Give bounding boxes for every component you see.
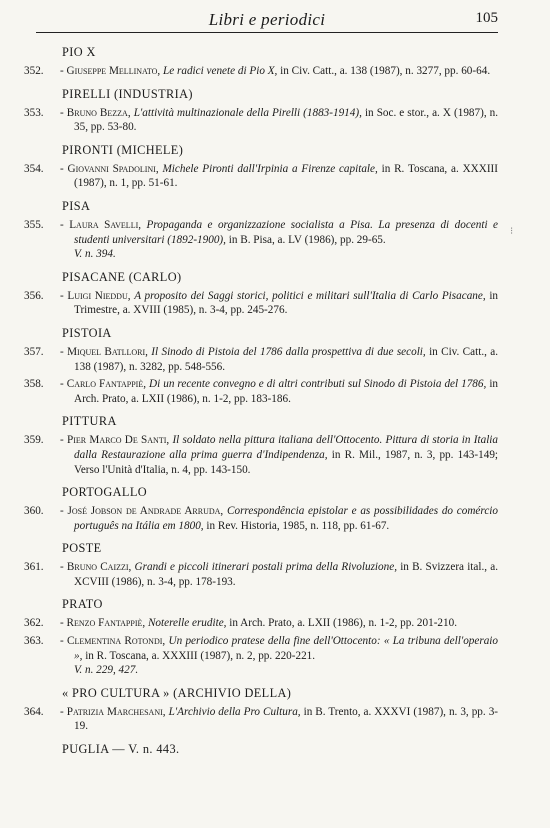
section-heading: PISTOIA [62,325,112,340]
entry-title: L'attività multinazionale della Pirelli (1883-1914), [133,106,362,119]
entry-author: Giovanni Spadolini, [67,162,159,175]
entry-number: 355. [24,218,44,231]
entry-author: Laura Savelli, [69,218,142,231]
entry-source: in Rev. Historia, 1985, n. 118, pp. 61-67. [206,519,390,532]
section-heading: PORTOGALLO [62,485,148,500]
entry-dash: - [60,561,67,574]
entry-dash: - [60,65,67,77]
entry-number: 363. [24,635,44,648]
bibliography-entry [24,289,498,318]
bibliography-entry [24,616,498,631]
entry-source: in Arch. Prato, a. LXII (1986), n. 1-2, pp. 183-186. [74,378,499,405]
bibliography-entry [24,64,498,79]
entry-source: in Civ. Catt., a. 138 (1987), n. 3282, pp. 548-556. [74,345,499,373]
entry-title: Noterelle erudite, [147,617,227,630]
entry-source: in Soc. e stor., a. X (1987), n. 35, pp. 53-80. [74,106,499,134]
bibliography-entry [24,162,498,191]
entry-dash: - [60,434,67,447]
entry-number: 357. [24,345,44,358]
page-header [36,10,498,33]
entry-title: Un periodico pratese della fine dell'Ottocento: « La tribuna dell'operaio », [74,635,499,662]
entry-number: 362. [24,617,44,630]
section-heading: POSTE [62,541,102,556]
bibliography-entry [24,634,498,678]
entry-author: Miquel Batllori, [67,345,148,358]
entry-author: Pier Marco De Santi, [67,434,170,447]
entry-author: Clementina Rotondi, [67,635,166,648]
entry-dash: - [60,505,68,518]
bibliography-entry [24,705,498,734]
bibliography-entry [24,377,498,406]
entry-title: Il soldato nella pittura italiana dell'Ottocento. Pittura di storia in Italia dalla Restaurazione alla prima guerra d'Indipendenza, [74,434,499,461]
entry-dash: - [60,289,68,302]
section-heading: PRATO [62,597,103,612]
entry-number: 361. [24,561,44,574]
section-heading: PISA [62,198,91,213]
entry-author: Giuseppe Mellinato, [66,65,161,77]
entry-dash: - [60,705,67,718]
entry-number: 354. [24,162,44,175]
entry-source: in R. Mil., 1987, n. 3, pp. 143-149; Verso l'Unità d'Italia, n. 4, pp. 143-150. [74,448,499,476]
section-heading: PIO X [62,45,96,59]
entry-title: Il Sinodo di Pistoia del 1786 dalla prospettiva di due secoli, [151,345,426,358]
entry-title: Di un recente convegno e di altri contributi sul Sinodo di Pistoia del 1786, [149,378,487,391]
entry-title: Michele Pironti dall'Irpinia a Firenze capitale, [162,162,378,175]
bibliography-entry [24,560,498,589]
entry-cross-reference: V. n. 394. [74,248,116,261]
bibliography-entry [24,504,498,533]
entry-author: Bruno Caizzi, [66,561,132,574]
entry-source: in Arch. Prato, a. LXII (1986), n. 1-2, pp. 201-210. [229,617,458,630]
entry-title: Propaganda e organizzazione socialista a Pisa. La presenza di docenti e studenti universitari (1892-1900), [74,218,499,246]
entry-source: in B. Trento, a. XXXVI (1987), n. 3, pp. 3-19. [74,705,499,733]
entry-title: L'Archivio della Pro Cultura, [168,705,301,718]
margin-mark: ⁝ [510,226,514,237]
entry-number: 364. [24,705,44,718]
entry-dash: - [60,162,68,175]
entry-source: in B. Pisa, a. LV (1986), pp. 29-65. [228,233,386,246]
page-number: 105 [475,10,498,26]
entry-author: Bruno Bezza, [66,106,131,119]
bibliography-entry [24,433,498,477]
entry-cross-reference: V. n. 229, 427. [74,664,139,677]
section-heading: PITTURA [62,414,117,429]
entry-source: in B. Svizzera ital., a. XCVIII (1986), n. 3-4, pp. 178-193. [74,561,499,588]
bibliography-entry [24,218,498,262]
running-title: Libri e periodici [208,10,326,29]
entry-dash: - [60,218,70,231]
entry-author: Renzo Fantappiè, [66,617,146,630]
entry-author: José Jobson de Andrade Arruda, [67,505,224,518]
entry-dash: - [60,635,68,648]
entry-number: 360. [24,505,44,518]
entry-title: Le radici venete di Pio X, [163,65,278,77]
entry-number: 359. [24,434,44,447]
entry-author: Carlo Fantappiè, [66,378,147,391]
entry-dash: - [60,617,67,630]
entry-dash: - [60,345,68,358]
entry-source: in Civ. Catt., a. 138 (1987), n. 3277, pp. 60-64. [280,65,491,77]
section-heading: « PRO CULTURA » (ARCHIVIO DELLA) [62,685,292,700]
entry-author: Luigi Nieddu, [67,289,131,302]
section-heading: PIRONTI (MICHELE) [62,142,184,157]
entry-number: 358. [24,378,44,391]
bibliography-list [24,45,498,761]
entry-number: 352. [24,65,44,77]
bibliography-entry [24,345,498,374]
entry-number: 356. [24,289,44,302]
section-heading: PIRELLI (INDUSTRIA) [62,86,193,101]
entry-author: Patrizia Marchesani, [66,705,166,718]
entry-title: A proposito dei Saggi storici, politici e militari sull'Italia di Carlo Pisacane, [134,289,486,302]
entry-title: Grandi e piccoli itinerari postali prima della Rivoluzione, [134,561,397,574]
section-heading: PISACANE (CARLO) [62,269,182,284]
entry-title: Correspondência epistolar e as possibilidades do comércio português na Itália em 1800, [74,505,498,532]
bibliography-entry [24,106,498,135]
entry-number: 353. [24,106,44,119]
section-heading: PUGLIA — V. n. 443. [62,742,180,757]
entry-source: in Trimestre, a. XVIII (1985), n. 3-4, pp. 245-276. [74,289,499,317]
entry-source: in R. Toscana, a. XXXIII (1987), n. 2, pp. 220-221. [85,649,316,662]
entry-dash: - [60,378,67,391]
entry-source: in R. Toscana, a. XXXIII (1987), n. 1, pp. 51-61. [74,162,498,190]
entry-dash: - [60,106,67,119]
